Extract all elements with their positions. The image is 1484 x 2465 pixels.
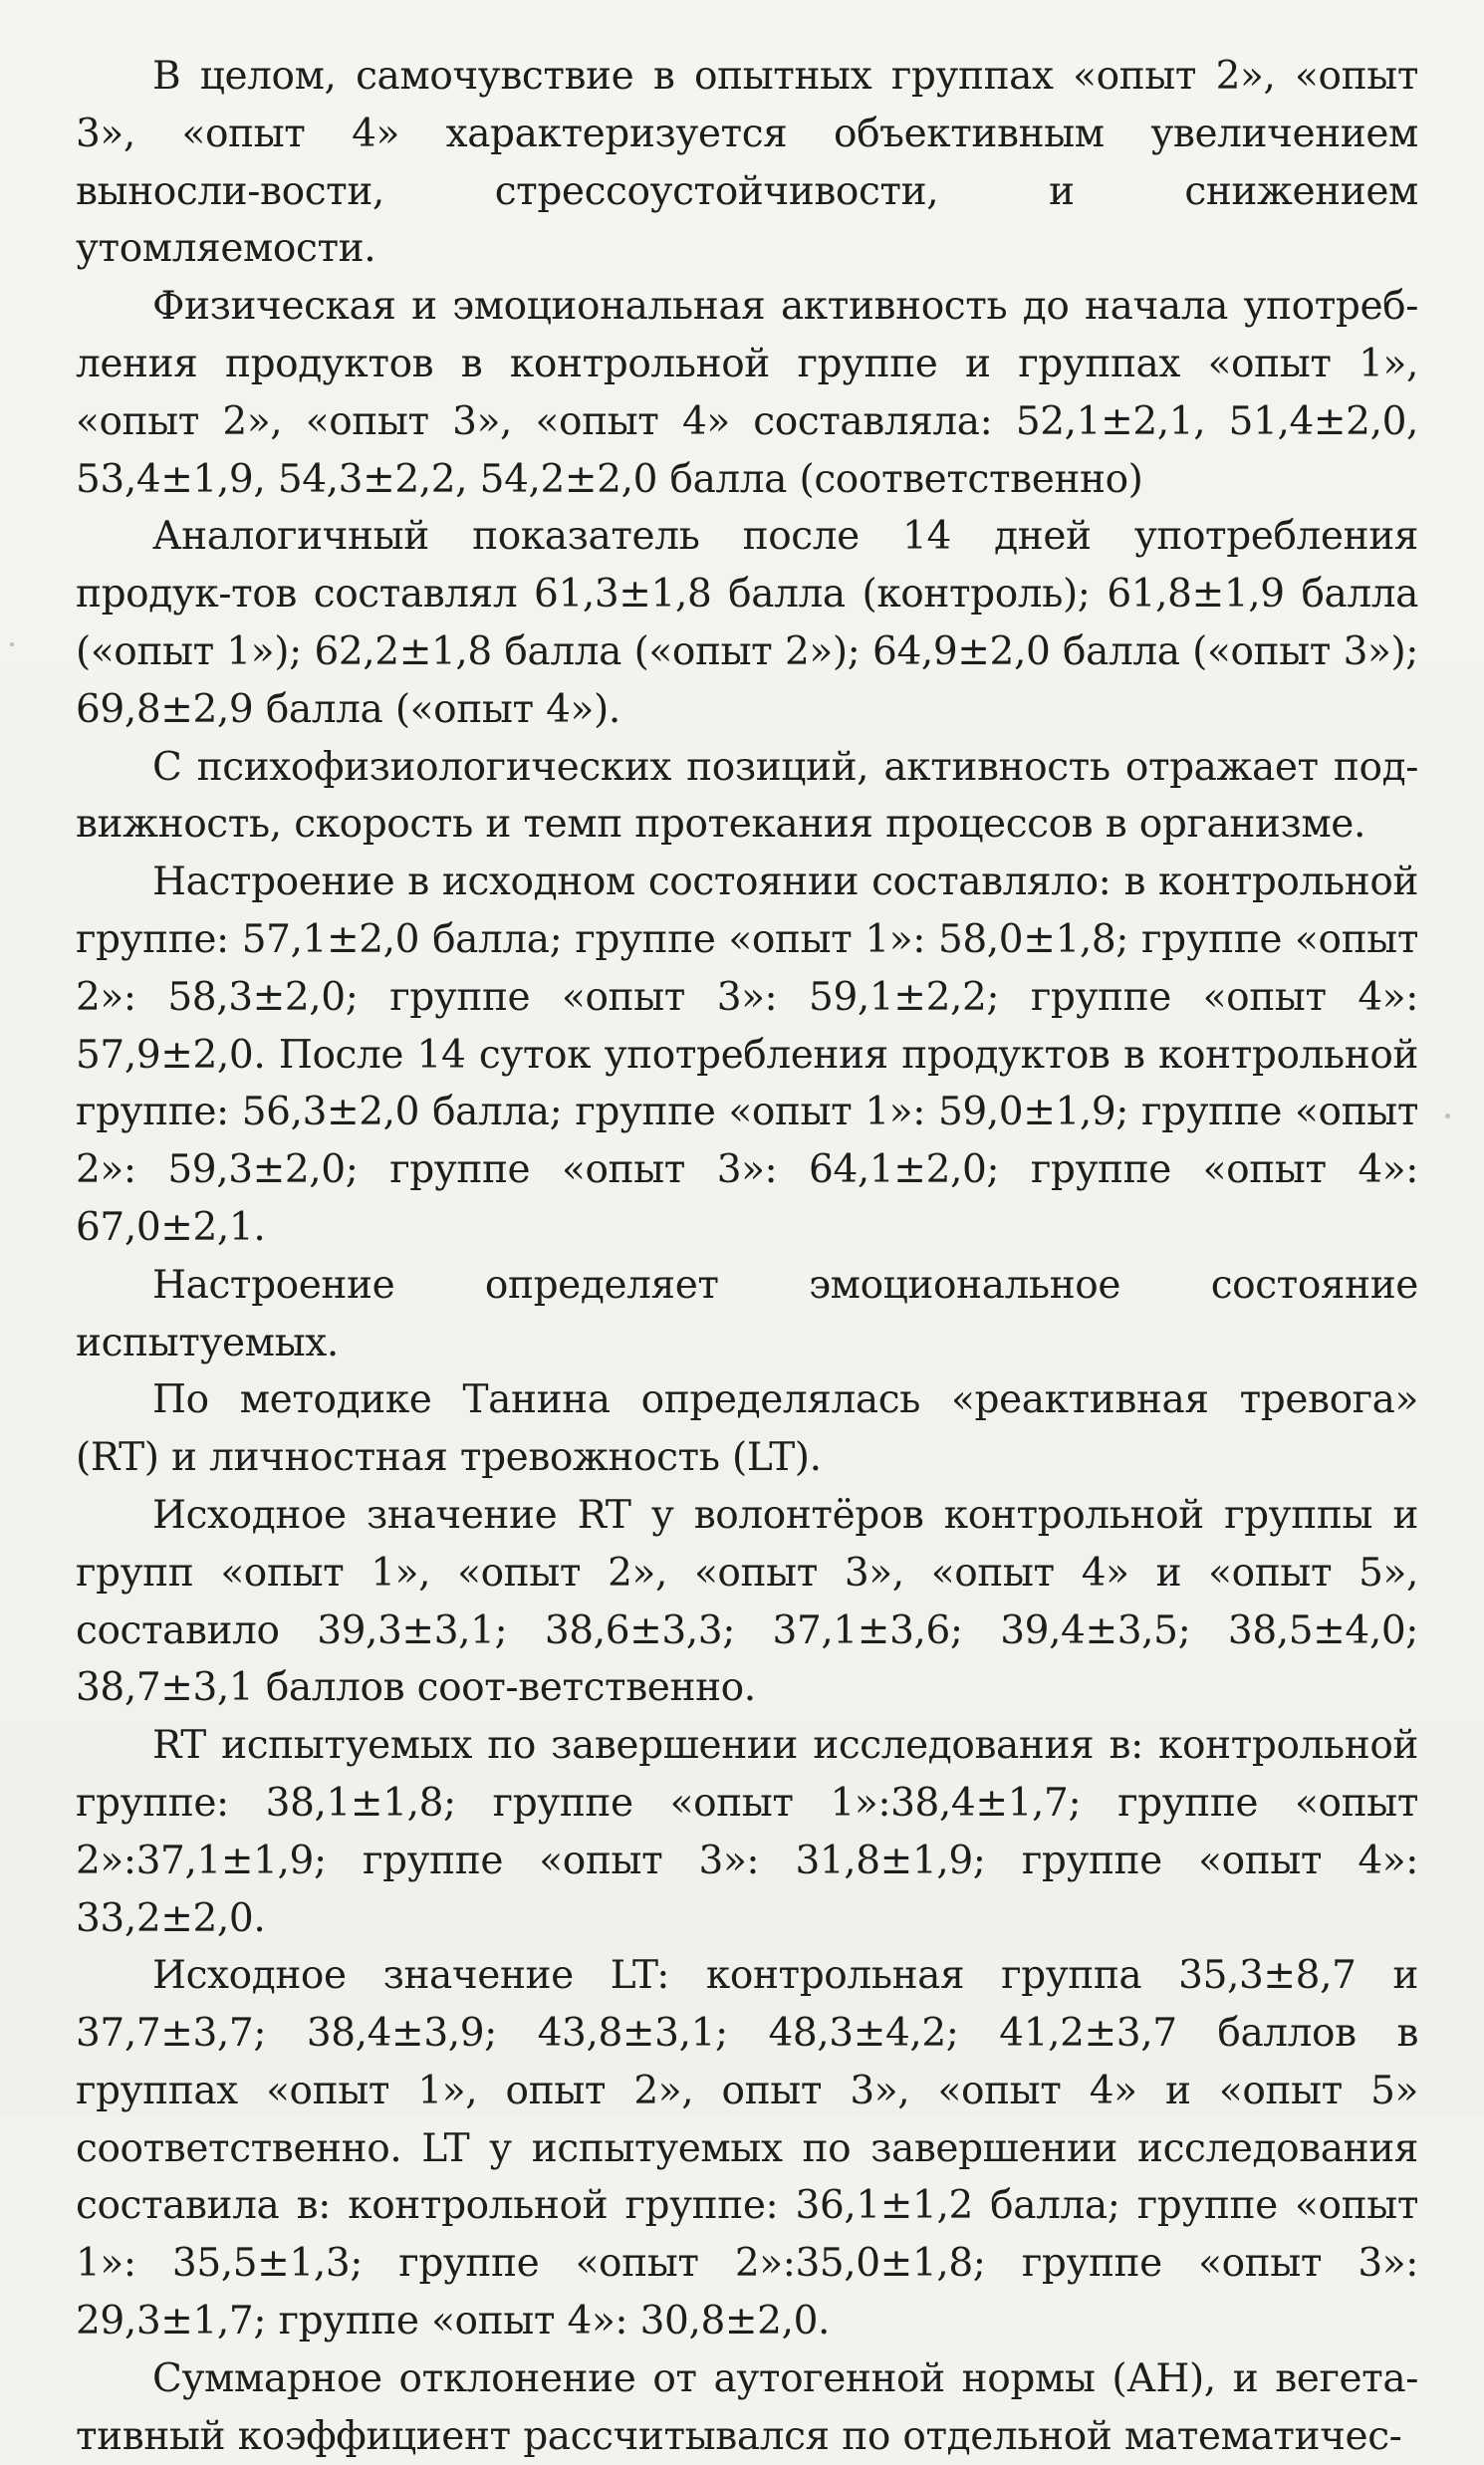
- paragraph-baseline-activity: Физическая и эмоциональная активность до начала употреб-ления продуктов в контрольной группе и группах «опыт 1», «опыт 2», «опыт 3», «опыт 4» составляла: 52,1±2,1, 51,4±2,0, 53,4±1,9, 54,3±2,2, 54,2±2,0 балла (соответственно): [76, 284, 1418, 502]
- paragraph-mood-values: Настроение в исходном состоянии составляло: в контрольной группе: 57,1±2,0 балла; группе «опыт 1»: 58,0±1,8; группе «опыт 2»: 58,3±2,0; группе «опыт 3»: 59,1±2,2; группе «опыт 4»: 57,9±2,0. После 14 суток употребления продуктов в контрольной группе: 56,3±2,0 балла; группе «опыт 1»: 59,0±1,9; группе «опыт 2»: 59,3±2,0; группе «опыт 3»: 64,1±2,0; группе «опыт 4»: 67,0±2,1.: [76, 860, 1418, 1250]
- paragraph-rt-final: RT испытуемых по завершении исследования в: контрольной группе: 38,1±1,8; группе «опыт 1»:38,4±1,7; группе «опыт 2»:37,1±1,9; группе «опыт 3»: 31,8±1,9; группе «опыт 4»: 33,2±2,0.: [76, 1723, 1418, 1941]
- paragraph-activity-interpretation: С психофизиологических позиций, активность отражает под-вижность, скорость и темп протекания процессов в организме.: [76, 744, 1418, 848]
- paragraph-rt-baseline: Исходное значение RT у волонтёров контрольной группы и групп «опыт 1», «опыт 2», «опыт 3», «опыт 4» и «опыт 5», составило 39,3±3,1; 38,6±3,3; 37,1±3,6; 39,4±3,5; 38,5±4,0; 38,7±3,1 баллов соот-ветственно.: [76, 1492, 1418, 1711]
- paragraph-activity-after-14-days: Аналогичный показатель после 14 дней употребления продук-тов составлял 61,3±1,8 балла (контроль); 61,8±1,9 балла («опыт 1»); 62,2±1,8 балла («опыт 2»); 64,9±2,0 балла («опыт 3»); 69,8±2,9 балла («опыт 4»).: [76, 514, 1418, 732]
- paragraph-mood-definition: Настроение определяет эмоциональное состояние испытуемых.: [76, 1262, 1418, 1365]
- scan-speck: [1445, 1113, 1450, 1118]
- paragraph-wellbeing-summary: В целом, самочувствие в опытных группах «опыт 2», «опыт 3», «опыт 4» характеризуется объективным увеличением выносли-вости, стрессоустойчивости, и снижением утомляемости.: [76, 54, 1418, 272]
- body-text: [76, 48, 1418, 2465]
- scan-speck: [10, 642, 14, 646]
- paragraph-lt-values: Исходное значение LT: контрольная группа 35,3±8,7 и 37,7±3,7; 38,4±3,9; 43,8±3,1; 48,3±4,2; 41,2±3,7 баллов в группах «опыт 1», опыт 2», опыт 3», «опыт 4» и «опыт 5» соответственно. LT у испытуемых по завершении исследования составила в: контрольной группе: 36,1±1,2 балла; группе «опыт 1»: 35,5±1,3; группе «опыт 2»:35,0±1,8; группе «опыт 3»: 29,3±1,7; группе «опыт 4»: 30,8±2,0.: [76, 1953, 1418, 2344]
- paragraph-autogenic-norm: Суммарное отклонение от аутогенной нормы (АН), и вегета-тивный коэффициент рассчитывался по отдельной математичес-: [76, 2355, 1418, 2459]
- paragraph-tanin-method: По методике Танина определялась «реактивная тревога» (RT) и личностная тревожность (LT).: [76, 1377, 1418, 1481]
